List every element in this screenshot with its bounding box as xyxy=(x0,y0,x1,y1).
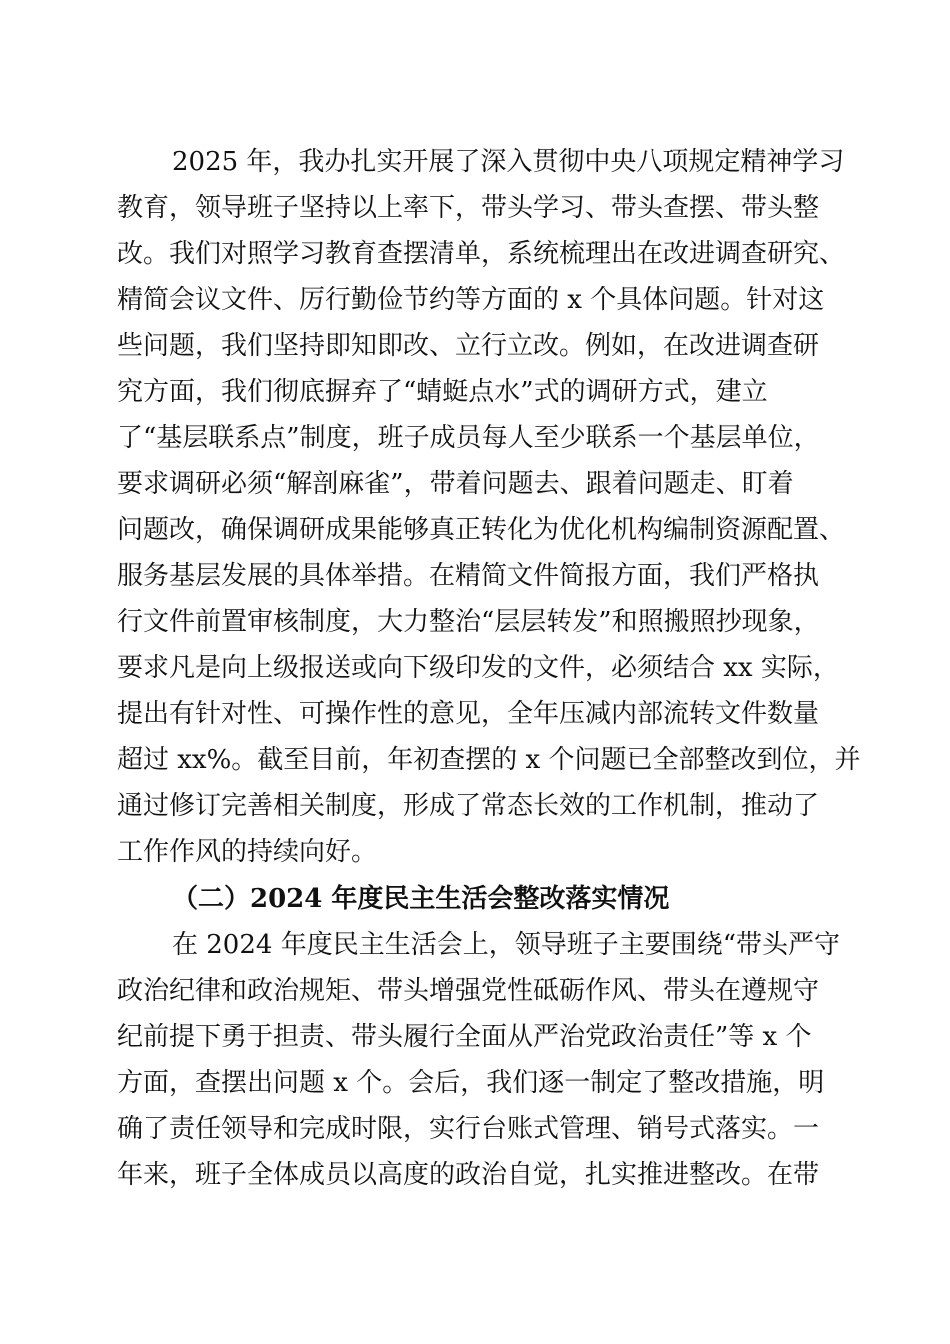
paragraph1-line-14: 超过 xx%。截至目前，年初查摆的 x 个问题已全部整改到位，并 xyxy=(117,745,861,775)
paragraph1-line-4: 精简会议文件、厉行勤俭节约等方面的 x 个具体问题。针对这 xyxy=(117,285,825,315)
paragraph1-line-10: 服务基层发展的具体举措。在精简文件简报方面，我们严格执 xyxy=(117,561,820,591)
section-heading: （二）2024 年度民主生活会整改落实情况 xyxy=(172,884,670,914)
paragraph1-line-15: 通过修订完善相关制度，形成了常态长效的工作机制，推动了 xyxy=(117,791,820,821)
paragraph1-line-6: 究方面，我们彻底摒弃了“蜻蜓点水”式的调研方式，建立 xyxy=(117,377,768,407)
paragraph2-line-3: 纪前提下勇于担责、带头履行全面从严治党政治责任”等 x 个 xyxy=(117,1022,812,1052)
paragraph1-line-2: 教育，领导班子坚持以上率下，带头学习、带头查摆、带头整 xyxy=(117,193,820,223)
paragraph1-line-1: 2025 年，我办扎实开展了深入贯彻中央八项规定精神学习 xyxy=(172,147,845,177)
paragraph2-line-5: 确了责任领导和完成时限，实行台账式管理、销号式落实。一 xyxy=(117,1114,820,1144)
paragraph1-line-11: 行文件前置审核制度，大力整治“层层转发”和照搬照抄现象， xyxy=(117,607,820,637)
paragraph1-line-3: 改。我们对照学习教育查摆清单，系统梳理出在改进调查研究、 xyxy=(117,239,846,269)
paragraph1-line-8: 要求调研必须“解剖麻雀”，带着问题去、跟着问题走、盯着 xyxy=(117,469,794,499)
paragraph1-line-9: 问题改，确保调研成果能够真正转化为优化机构编制资源配置、 xyxy=(117,515,846,545)
paragraph2-line-2: 政治纪律和政治规矩、带头增强党性砥砺作风、带头在遵规守 xyxy=(117,976,820,1006)
paragraph1-line-16: 工作作风的持续向好。 xyxy=(117,837,378,867)
paragraph2-line-1: 在 2024 年度民主生活会上，领导班子主要围绕“带头严守 xyxy=(172,930,840,960)
paragraph1-line-12: 要求凡是向上级报送或向下级印发的文件，必须结合 xx 实际， xyxy=(117,653,839,683)
paragraph1-line-7: 了“基层联系点”制度，班子成员每人至少联系一个基层单位， xyxy=(117,423,820,453)
paragraph2-line-6: 年来，班子全体成员以高度的政治自觉，扎实推进整改。在带 xyxy=(117,1160,820,1190)
paragraph1-line-13: 提出有针对性、可操作性的意见，全年压减内部流转文件数量 xyxy=(117,699,820,729)
paragraph2-line-4: 方面，查摆出问题 x 个。会后，我们逐一制定了整改措施，明 xyxy=(117,1068,825,1098)
paragraph1-line-5: 些问题，我们坚持即知即改、立行立改。例如，在改进调查研 xyxy=(117,331,820,361)
